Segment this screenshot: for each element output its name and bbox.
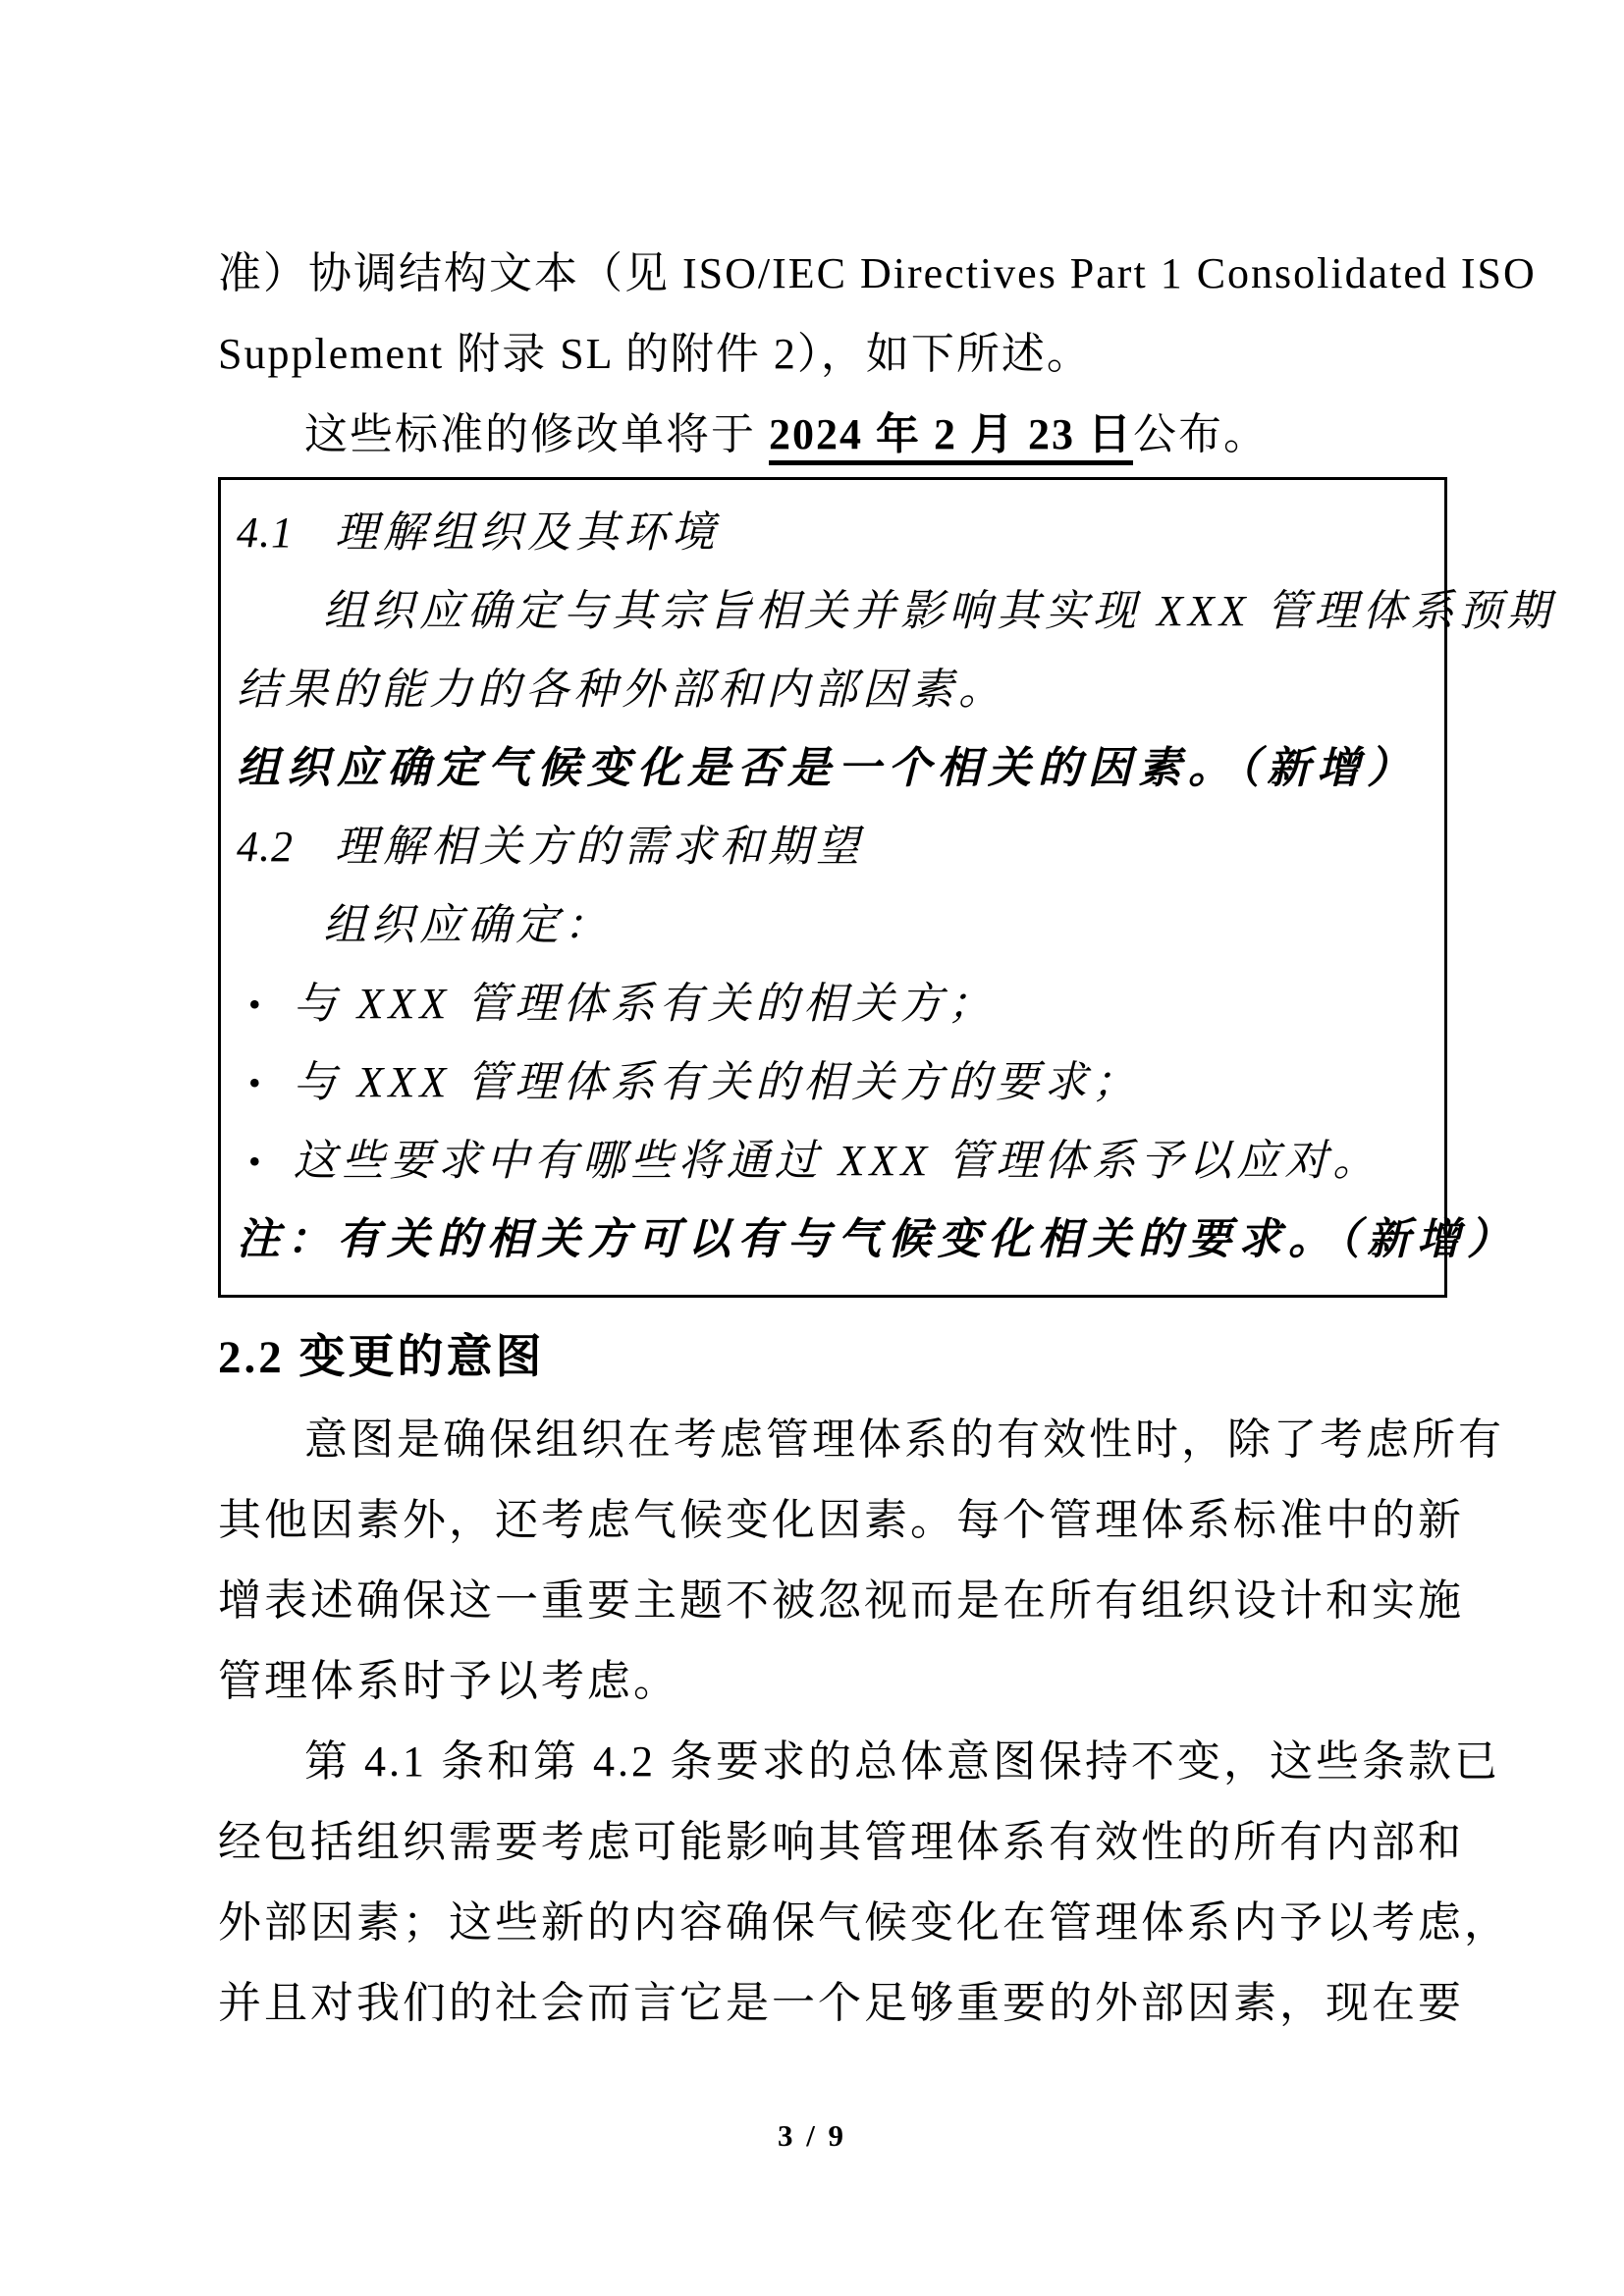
- section-2-2-heading: 2.2 变更的意图: [218, 1332, 545, 1383]
- clause-4-2-note-addition: 注：有关的相关方可以有与气候变化相关的要求。（新增）: [237, 1215, 1517, 1263]
- standard-clauses-quote-box: [218, 477, 1555, 1298]
- clause-4-1-number: 4.1: [237, 508, 294, 557]
- page-number: 3 / 9: [777, 2118, 847, 2153]
- para-line: 外部因素；这些新的内容确保气候变化在管理体系内予以考虑，: [218, 1898, 1510, 1947]
- intro-paragraph: [218, 234, 1537, 395]
- clause-4-1-addition: 组织应确定气候变化是否是一个相关的因素。（新增）: [237, 744, 1417, 792]
- para-line: 意图是确保组织在考虑管理体系的有效性时，除了考虑所有: [304, 1415, 1504, 1464]
- bullet-text-3: 这些要求中有哪些将通过 XXX 管理体系予以应对。: [293, 1137, 1381, 1185]
- page-content: [218, 234, 1555, 2044]
- para-line: 其他因素外，还考虑气候变化因素。每个管理体系标准中的新: [218, 1496, 1464, 1544]
- para-line: 增表述确保这一重要主题不被忽视而是在所有组织设计和实施: [218, 1576, 1464, 1625]
- bullet-marker: •: [248, 1142, 266, 1181]
- clause-4-2-intro: 组织应确定：: [323, 901, 612, 949]
- bullet-marker: •: [248, 1063, 266, 1102]
- bullet-item-3: [237, 1122, 1427, 1201]
- clause-4-1-title: 理解组织及其环境: [335, 508, 720, 557]
- bullet-item-1: [237, 965, 1427, 1043]
- bullet-text-1: 与 XXX 管理体系有关的相关方；: [293, 980, 997, 1028]
- para-line: 第 4.1 条和第 4.2 条要求的总体意图保持不变，这些条款已: [304, 1737, 1500, 1786]
- clause-4-1-heading: [237, 494, 1427, 572]
- amendment-date-prefix: 这些标准的修改单将于: [304, 410, 769, 458]
- intro-line-2: Supplement 附录 SL 的附件 2），如下所述。: [218, 330, 1092, 378]
- clause-4-2-heading: [237, 808, 1427, 886]
- section-2-2-paragraph-1: [218, 1400, 1504, 1722]
- clause-4-1-body-line-1: 组织应确定与其宗旨相关并影响其实现 XXX 管理体系预期: [323, 587, 1555, 635]
- clause-4-1-body-line-2: 结果的能力的各种外部和内部因素。: [237, 666, 1006, 714]
- clause-4-2-number: 4.2: [237, 823, 294, 871]
- bullet-marker: •: [248, 985, 266, 1024]
- para-line: 管理体系时予以考虑。: [218, 1657, 679, 1705]
- amendment-date-suffix: 公布。: [1133, 410, 1269, 458]
- para-line: 经包括组织需要考虑可能影响其管理体系有效性的所有内部和: [218, 1818, 1464, 1866]
- bullet-text-2: 与 XXX 管理体系有关的相关方的要求；: [293, 1058, 1141, 1106]
- section-2-2-paragraph-2: [218, 1722, 1510, 2044]
- amendment-date-line: [218, 395, 1447, 475]
- clause-4-2-title: 理解相关方的需求和期望: [335, 823, 864, 871]
- intro-line-1: 准）协调结构文本（见 ISO/IEC Directives Part 1 Consolidated ISO: [218, 249, 1537, 297]
- amendment-date-underlined: 2024 年 2 月 23 日: [769, 410, 1133, 465]
- para-line: 并且对我们的社会而言它是一个足够重要的外部因素，现在要: [218, 1979, 1464, 2027]
- bullet-item-2: [237, 1043, 1427, 1122]
